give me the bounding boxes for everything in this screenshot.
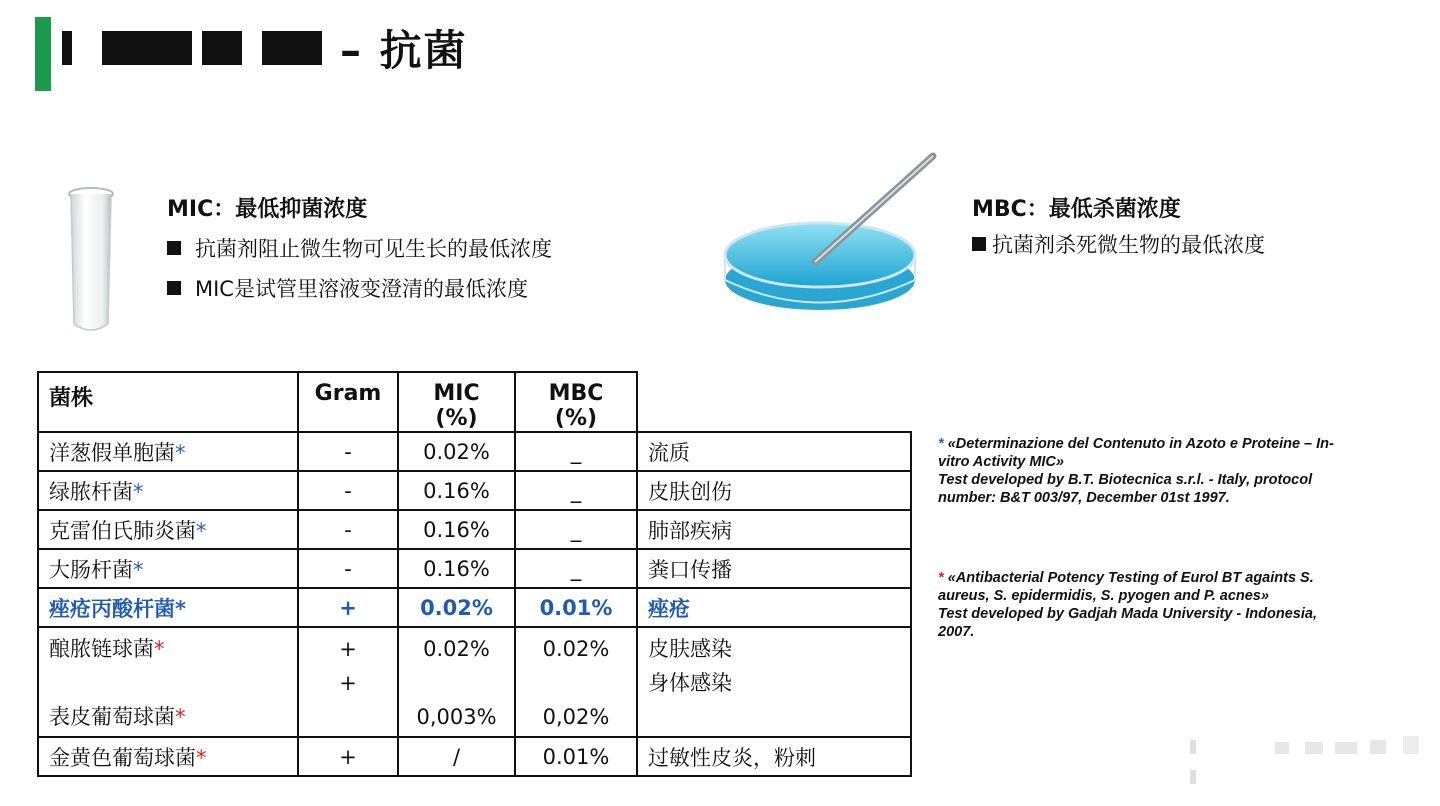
references — [938, 435, 1348, 641]
header-strain: 菌株 — [38, 372, 298, 432]
table-row: 克雷伯氏肺炎菌* - 0.16% _ 肺部疾病 — [38, 510, 911, 549]
header-blank — [637, 372, 911, 432]
bullet-square-icon — [972, 237, 986, 251]
mbc-title: MBC：最低杀菌浓度 — [972, 197, 1181, 222]
table-row: 绿脓杆菌* - 0.16% _ 皮肤创伤 — [38, 471, 911, 510]
mic-title: MIC：最低抑菌浓度 — [167, 197, 368, 222]
page-title — [62, 18, 468, 78]
mic-bullet: MIC是试管里溶液变澄清的最低浓度 — [167, 273, 552, 303]
table-row: 大肠杆菌* - 0.16% _ 粪口传播 — [38, 549, 911, 588]
mic-bullet: 抗菌剂阻止微生物可见生长的最低浓度 — [167, 233, 552, 263]
header-mic: MIC (%) — [398, 372, 515, 432]
title-suffix: – 抗菌 — [340, 26, 468, 75]
table-header-row — [38, 372, 911, 432]
mbc-bullet: 抗菌剂杀死微生物的最低浓度 — [972, 229, 1265, 259]
table-row: 酿脓链球菌* 表皮葡萄球菌* + + 0.02% 0,003% 0.02% 0,02% 皮肤感染 身体感染 — [38, 627, 911, 737]
accent-bar — [35, 17, 51, 91]
test-tube-image — [66, 186, 116, 336]
table-row: 金黄色葡萄球菌* + / 0.01% 过敏性皮炎，粉刺 — [38, 737, 911, 776]
bullet-square-icon — [167, 281, 181, 295]
bullet-square-icon — [167, 241, 181, 255]
header-gram: Gram — [298, 372, 398, 432]
redacted-product-name — [62, 25, 330, 71]
watermark-logo — [1185, 732, 1425, 792]
petri-dish-image — [695, 150, 940, 360]
reference-1: * «Determinazione del Contenuto in Azoto e Proteine – In-vitro Activity MIC» Test developed by B.T. Biotecnica s.r.l. - Italy, protocol number: B&T 003/97, December 01st 1997. — [938, 436, 1334, 506]
table-row-highlighted: 痤疮丙酸杆菌* + 0.02% 0.01% 痤疮 — [38, 588, 911, 627]
mic-definition — [167, 192, 552, 313]
reference-2: * «Antibacterial Potency Testing of Eurol BT againts S. aureus, S. epidermidis, S. pyogen and P. acnes» Test developed by Gadjah Mada University - Indonesia, 2007. — [938, 570, 1317, 640]
mbc-definition — [972, 192, 1265, 259]
antibacterial-table — [37, 371, 912, 777]
header-mbc: MBC (%) — [515, 372, 637, 432]
table-row: 洋葱假单胞菌* - 0.02% _ 流质 — [38, 432, 911, 471]
